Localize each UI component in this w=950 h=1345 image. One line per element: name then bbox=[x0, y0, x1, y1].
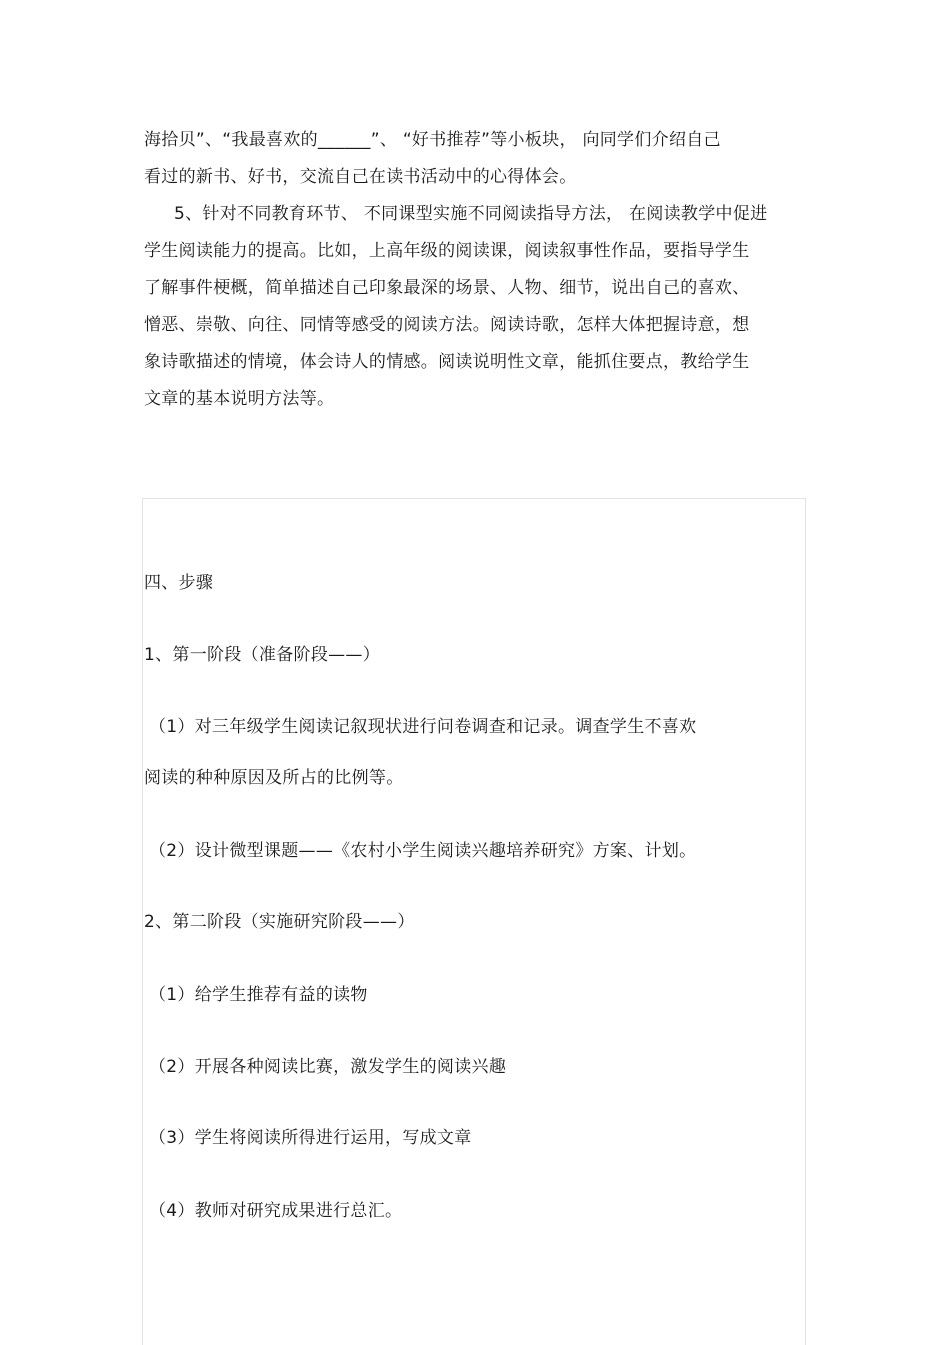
text-line: 文章的基本说明方法等。 bbox=[144, 389, 335, 409]
steps-frame bbox=[142, 498, 806, 1345]
text-line: 5、针对不同教育环节、 不同课型实施不同阅读指导方法， 在阅读教学中促进 bbox=[174, 204, 768, 224]
text-line: 海拾贝”、“我最喜欢的______”、 “好书推荐”等小板块， 向同学们介绍自己 bbox=[144, 130, 721, 150]
stage-item: （1）对三年级学生阅读记叙现状进行问卷调查和记录。调查学生不喜欢 bbox=[149, 717, 697, 737]
stage-item: （3）学生将阅读所得进行运用，写成文章 bbox=[149, 1128, 472, 1148]
stage-item: （2）设计微型课题——《农村小学生阅读兴趣培养研究》方案、计划。 bbox=[149, 841, 697, 861]
stage-item: （2）开展各种阅读比赛，激发学生的阅读兴趣 bbox=[149, 1057, 507, 1077]
stage-item: （4）教师对研究成果进行总汇。 bbox=[149, 1201, 403, 1221]
text-line: 了解事件梗概，简单描述自己印象最深的场景、人物、细节，说出自己的喜欢、 bbox=[144, 278, 750, 298]
text-line: 象诗歌描述的情境，体会诗人的情感。阅读说明性文章，能抓住要点，教给学生 bbox=[144, 352, 750, 372]
stage-item: （1）给学生推荐有益的读物 bbox=[149, 985, 368, 1005]
text-line: 憎恶、崇敬、向往、同情等感受的阅读方法。阅读诗歌，怎样大体把握诗意，想 bbox=[144, 315, 750, 335]
stage-item-continued: 阅读的种种原因及所占的比例等。 bbox=[144, 768, 404, 788]
text-line: 看过的新书、好书，交流自己在读书活动中的心得体会。 bbox=[144, 167, 577, 187]
stage-title: 2、第二阶段（实施研究阶段——） bbox=[144, 912, 415, 932]
text-line: 学生阅读能力的提高。比如，上高年级的阅读课，阅读叙事性作品，要指导学生 bbox=[144, 241, 750, 261]
continued-paragraph-block bbox=[144, 122, 804, 418]
stage-title: 1、第一阶段（准备阶段——） bbox=[144, 645, 381, 665]
section-heading: 四、步骤 bbox=[144, 573, 214, 593]
